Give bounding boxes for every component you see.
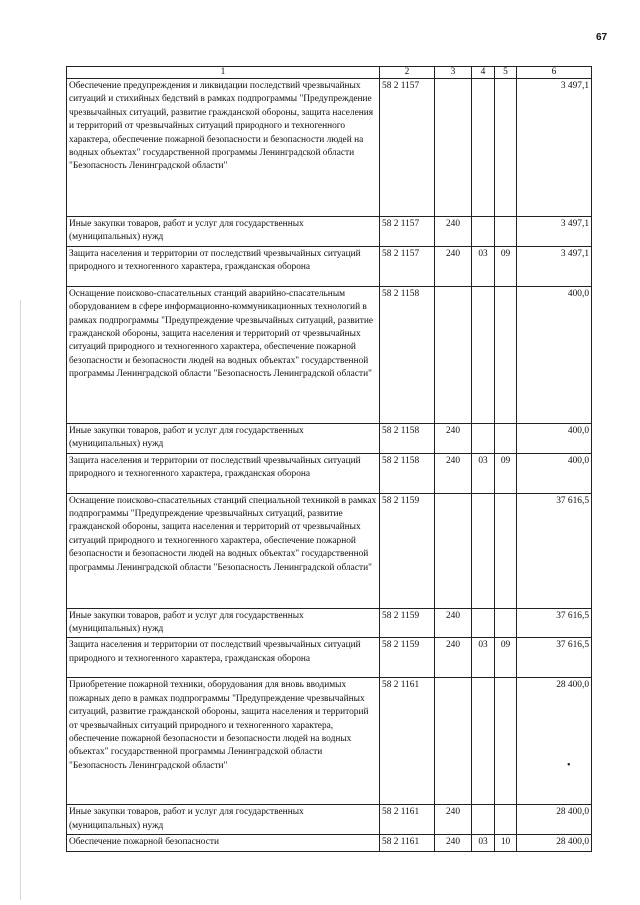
row-section-cell: 03 (472, 835, 495, 851)
row-subsection-cell (495, 805, 517, 835)
row-section-cell: 03 (472, 453, 495, 493)
row-section-cell (472, 678, 495, 805)
row-name-cell: Иные закупки товаров, работ и услуг для государственных (муниципальных) нужд (67, 423, 380, 453)
table-row (67, 246, 592, 286)
row-subsection-cell: 09 (495, 246, 517, 286)
row-code-cell: 58 2 1158 (380, 286, 435, 423)
row-section-cell: 03 (472, 638, 495, 678)
row-amount-cell: 37 616,5 (517, 638, 592, 678)
row-expense-type-cell: 240 (435, 246, 472, 286)
row-section-cell (472, 79, 495, 217)
header-cell: 3 (435, 67, 472, 79)
table-row (67, 638, 592, 678)
row-expense-type-cell: 240 (435, 453, 472, 493)
table-row (67, 805, 592, 835)
row-amount-cell: 3 497,1 (517, 246, 592, 286)
header-cell: 5 (495, 67, 517, 79)
row-code-cell: 58 2 1157 (380, 217, 435, 247)
page-number: 67 (596, 32, 608, 43)
row-amount-cell: 400,0 (517, 453, 592, 493)
table-row (67, 678, 592, 805)
row-subsection-cell (495, 678, 517, 805)
row-subsection-cell (495, 286, 517, 423)
table-row (67, 493, 592, 608)
row-expense-type-cell: 240 (435, 638, 472, 678)
table-row (67, 217, 592, 247)
row-code-cell: 58 2 1159 (380, 638, 435, 678)
table-header-row (67, 67, 592, 79)
header-cell: 6 (517, 67, 592, 79)
row-subsection-cell (495, 79, 517, 217)
row-code-cell: 58 2 1159 (380, 493, 435, 608)
row-code-cell: 58 2 1161 (380, 678, 435, 805)
row-name-cell: Защита населения и территории от последствий чрезвычайных ситуаций природного и техногенного характера, гражданская оборона (67, 246, 380, 286)
row-code-cell: 58 2 1158 (380, 453, 435, 493)
row-name-cell: Обеспечение предупреждения и ликвидации последствий чрезвычайных ситуаций и стихийных бедствий в рамках подпрограммы "Предупреждение чрезвычайных ситуаций, развитие гражданской обороны, защита населения и территорий от чрезвычайных ситуаций природного и техногенного характера, обеспечение пожарной безопасности и безопасности людей на водных объектах" государственной программы Ленинградской области "Безопасность Ленинградской области" (67, 79, 380, 217)
row-name-cell: Иные закупки товаров, работ и услуг для государственных (муниципальных) нужд (67, 217, 380, 247)
row-name-cell: Иные закупки товаров, работ и услуг для государственных (муниципальных) нужд (67, 608, 380, 638)
scan-speck: • (567, 760, 571, 771)
header-cell: 1 (67, 67, 380, 79)
table-row (67, 423, 592, 453)
row-amount-cell: 28 400,0 (517, 835, 592, 851)
row-expense-type-cell: 240 (435, 805, 472, 835)
table-row (67, 79, 592, 217)
row-section-cell (472, 286, 495, 423)
row-section-cell (472, 217, 495, 247)
row-amount-cell: 3 497,1 (517, 79, 592, 217)
row-name-cell: Обеспечение пожарной безопасности (67, 835, 380, 851)
row-name-cell: Оснащение поисково-спасательных станций аварийно-спасательным оборудованием в сфере информационно-коммуникационных технологий в рамках подпрограммы "Предупреждение чрезвычайных ситуаций, развитие гражданской обороны, защита населения и территорий от чрезвычайных ситуаций природного и техногенного характера, обеспечение пожарной безопасности и безопасности людей на водных объектах" государственной программы Ленинградской области "Безопасность Ленинградской области" (67, 286, 380, 423)
row-subsection-cell: 10 (495, 835, 517, 851)
row-amount-cell: 400,0 (517, 423, 592, 453)
row-subsection-cell (495, 493, 517, 608)
row-code-cell: 58 2 1157 (380, 246, 435, 286)
row-subsection-cell: 09 (495, 453, 517, 493)
row-name-cell: Защита населения и территории от последствий чрезвычайных ситуаций природного и техногенного характера, гражданская оборона (67, 453, 380, 493)
row-code-cell: 58 2 1161 (380, 835, 435, 851)
row-section-cell (472, 493, 495, 608)
row-section-cell (472, 423, 495, 453)
row-code-cell: 58 2 1158 (380, 423, 435, 453)
row-expense-type-cell: 240 (435, 835, 472, 851)
row-subsection-cell (495, 423, 517, 453)
row-code-cell: 58 2 1159 (380, 608, 435, 638)
row-expense-type-cell (435, 493, 472, 608)
row-amount-cell: 37 616,5 (517, 493, 592, 608)
scan-edge-line (20, 300, 21, 900)
header-cell: 2 (380, 67, 435, 79)
row-name-cell: Иные закупки товаров, работ и услуг для государственных (муниципальных) нужд (67, 805, 380, 835)
row-subsection-cell (495, 608, 517, 638)
row-amount-cell: 28 400,0 (517, 678, 592, 805)
row-expense-type-cell: 240 (435, 608, 472, 638)
table-row (67, 608, 592, 638)
row-amount-cell: 28 400,0 (517, 805, 592, 835)
row-code-cell: 58 2 1161 (380, 805, 435, 835)
row-amount-cell: 3 497,1 (517, 217, 592, 247)
row-expense-type-cell (435, 678, 472, 805)
table-row (67, 453, 592, 493)
row-expense-type-cell (435, 79, 472, 217)
row-section-cell (472, 805, 495, 835)
row-expense-type-cell (435, 286, 472, 423)
row-amount-cell: 37 616,5 (517, 608, 592, 638)
row-subsection-cell (495, 217, 517, 247)
row-expense-type-cell: 240 (435, 423, 472, 453)
row-code-cell: 58 2 1157 (380, 79, 435, 217)
table-row (67, 286, 592, 423)
row-amount-cell: 400,0 (517, 286, 592, 423)
row-subsection-cell: 09 (495, 638, 517, 678)
table-row (67, 835, 592, 851)
row-name-cell: Оснащение поисково-спасательных станций специальной техникой в рамках подпрограммы "Предупреждение чрезвычайных ситуаций, развитие гражданской обороны, защита населения и территорий от чрезвычайных ситуаций природного и техногенного характера, обеспечение пожарной безопасности и безопасности людей на водных объектах" государственной программы Ленинградской области "Безопасность Ленинградской области" (67, 493, 380, 608)
budget-table (66, 66, 592, 852)
row-name-cell: Защита населения и территории от последствий чрезвычайных ситуаций природного и техногенного характера, гражданская оборона (67, 638, 380, 678)
header-cell: 4 (472, 67, 495, 79)
row-expense-type-cell: 240 (435, 217, 472, 247)
row-name-cell: Приобретение пожарной техники, оборудования для вновь вводимых пожарных депо в рамках подпрограммы "Предупреждение чрезвычайных ситуаций, развитие гражданской обороны, защита населения и территорий от чрезвычайных ситуаций природного и техногенного характера, обеспечение пожарной безопасности и безопасности людей на водных объектах" государственной программы Ленинградской области "Безопасность Ленинградской области" (67, 678, 380, 805)
row-section-cell (472, 608, 495, 638)
row-section-cell: 03 (472, 246, 495, 286)
